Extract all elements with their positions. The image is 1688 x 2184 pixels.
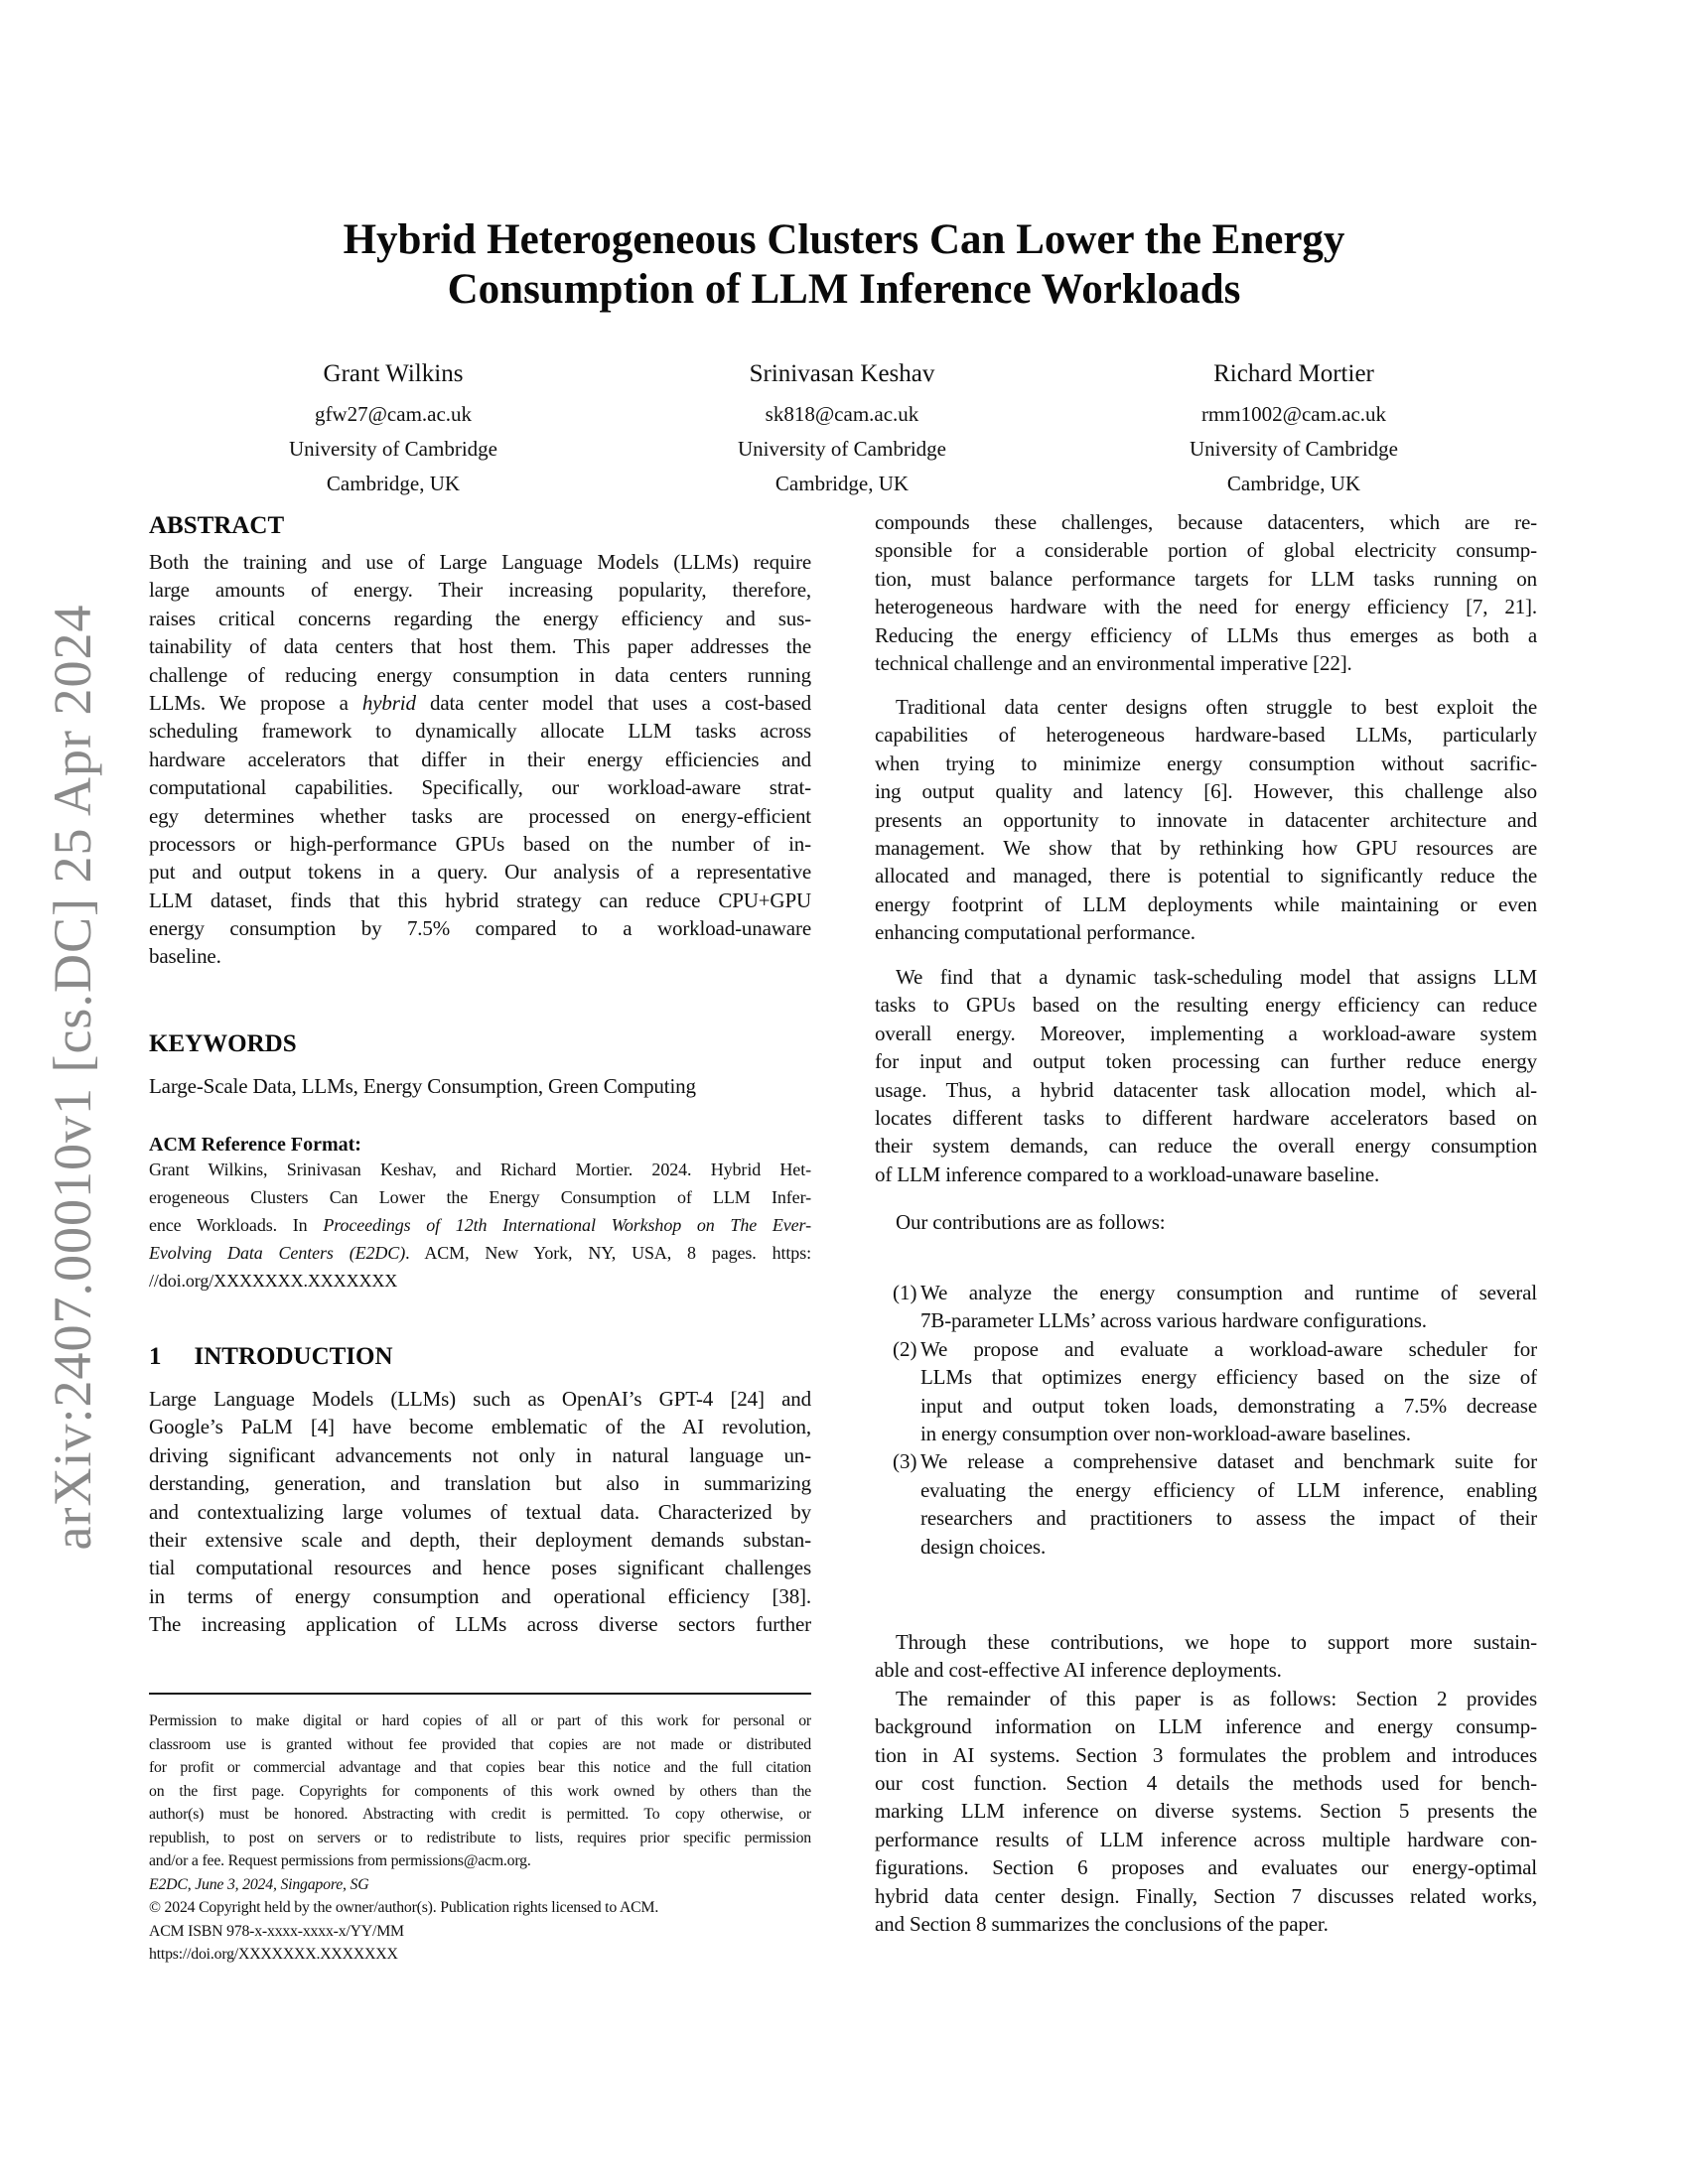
text-segment: LLM dataset, finds that this hybrid strategy can reduce CPU+GPU	[149, 887, 811, 912]
text-segment: We propose and evaluate a workload-aware scheduler for	[920, 1336, 1537, 1361]
text-segment: marking LLM inference on diverse systems. Section 5 presents the	[875, 1799, 1537, 1824]
text-line	[920, 1420, 1537, 1447]
text-segment: https://doi.org/XXXXXXX.XXXXXXX	[149, 1946, 398, 1963]
text-segment: tion in AI systems. Section 3 formulates the problem and introduces	[875, 1742, 1537, 1767]
text-line	[875, 777, 1537, 805]
text-segment: input and output token loads, demonstrating a 7.5% decrease	[920, 1393, 1537, 1418]
text-line	[875, 721, 1537, 749]
text-segment: of LLM inference compared to a workload-unaware baseline.	[875, 1161, 1380, 1186]
text-line	[149, 632, 811, 660]
text-line	[875, 991, 1537, 1019]
list-item-number: (1)	[893, 1281, 917, 1304]
text-segment: researchers and practitioners to assess the impact of their	[920, 1506, 1537, 1531]
acm-reference-paragraph	[149, 1156, 811, 1295]
text-segment: scheduling framework to dynamically allocate LLM tasks across	[149, 719, 811, 744]
text-segment: ACM ISBN 978-x-xxxx-xxxx-x/YY/MM	[149, 1922, 404, 1940]
text-segment: sponsible for a considerable portion of global electricity consump-	[875, 538, 1537, 563]
text-segment: //doi.org/XXXXXXX.XXXXXXX	[149, 1271, 398, 1291]
contributions-lead-line	[875, 1208, 1537, 1236]
contribution-item	[875, 1335, 1537, 1448]
text-segment: 7B-parameter LLMs’ across various hardware configurations.	[920, 1308, 1427, 1333]
text-segment: © 2024 Copyright held by the owner/author(s). Publication rights licensed to ACM.	[149, 1899, 659, 1916]
text-line	[875, 1020, 1537, 1047]
arxiv-watermark: arXiv:2407.00010v1 [cs.DC] 25 Apr 2024	[43, 604, 102, 1551]
keywords-section-heading: KEYWORDS	[149, 1030, 297, 1057]
text-segment: ing output quality and latency [6]. However, this challenge also	[875, 779, 1537, 804]
text-line	[920, 1533, 1537, 1561]
author-affiliation: University of Cambridge	[1190, 437, 1398, 461]
text-line	[149, 1827, 811, 1850]
text-line	[149, 661, 811, 689]
text-segment: technical challenge and an environmental imperative [22].	[875, 650, 1352, 675]
text-segment: computational capabilities. Specifically, our workload-aware strat-	[149, 775, 811, 800]
text-segment: ence Workloads. In	[149, 1215, 324, 1235]
text-line	[875, 1769, 1537, 1797]
author-block-2	[643, 359, 1041, 501]
text-line	[920, 1363, 1537, 1391]
intro-continuation-paragraph	[875, 508, 1537, 677]
text-segment: We release a comprehensive dataset and benchmark suite for	[920, 1449, 1537, 1474]
text-line	[149, 858, 811, 886]
italic-text: Proceedings of 12th International Workshop on The Ever-	[323, 1215, 811, 1235]
text-segment: heterogeneous hardware with the need for energy efficiency [7, 21].	[875, 595, 1537, 619]
footnote-divider	[149, 1693, 811, 1695]
text-segment: baseline.	[149, 944, 221, 969]
text-line	[920, 1476, 1537, 1504]
text-segment: evaluating the energy efficiency of LLM inference, enabling	[920, 1477, 1537, 1502]
closing-paragraphs	[875, 1628, 1537, 1938]
text-line	[149, 1756, 811, 1780]
text-line	[149, 689, 811, 717]
text-segment: Grant Wilkins, Srinivasan Keshav, and Richard Mortier. 2024. Hybrid Het-	[149, 1160, 811, 1179]
text-segment: derstanding, generation, and translation but also in summarizing	[149, 1471, 811, 1496]
text-segment: republish, to post on servers or to redistribute to lists, requires prior specific permission	[149, 1829, 811, 1846]
text-line	[875, 1628, 1537, 1656]
text-line	[149, 746, 811, 773]
text-segment: challenge of reducing energy consumption in data centers running	[149, 662, 811, 687]
text-line	[875, 806, 1537, 834]
text-segment: tial computational resources and hence poses significant challenges	[149, 1556, 811, 1580]
footnote-block	[149, 1709, 811, 1967]
text-line	[149, 1780, 811, 1804]
list-item-number: (3)	[893, 1449, 917, 1474]
text-line	[875, 890, 1537, 918]
text-segment: data center model that uses a cost-based	[415, 690, 811, 715]
text-segment: for profit or commercial advantage and that copies bear this notice and the full citation	[149, 1759, 811, 1776]
text-line	[149, 1849, 811, 1873]
intro-paragraph	[149, 1385, 811, 1639]
text-line	[149, 1239, 811, 1267]
text-segment: Large Language Models (LLMs) such as OpenAI’s GPT-4 [24] and	[149, 1387, 811, 1411]
text-segment: put and output tokens in a query. Our analysis of a representative	[149, 860, 811, 885]
abstract-section-heading: ABSTRACT	[149, 512, 285, 539]
author-block-1	[195, 359, 592, 501]
text-line	[875, 862, 1537, 889]
text-line	[149, 576, 811, 604]
text-line	[149, 1469, 811, 1497]
text-line	[149, 1413, 811, 1440]
text-line	[920, 1504, 1537, 1532]
author-name: Richard Mortier	[1213, 360, 1374, 387]
text-segment: Permission to make digital or hard copies of all or part of this work for personal or	[149, 1712, 811, 1729]
paper-title-line2: Consumption of LLM Inference Workloads	[447, 266, 1241, 313]
text-line	[875, 1656, 1537, 1684]
text-line	[875, 1104, 1537, 1132]
text-segment: Through these contributions, we hope to support more sustain-	[896, 1630, 1537, 1654]
text-line	[875, 1076, 1537, 1104]
keywords-line: Large-Scale Data, LLMs, Energy Consumption, Green Computing	[149, 1074, 696, 1098]
author-city: Cambridge, UK	[774, 472, 910, 495]
text-line	[875, 693, 1537, 721]
text-segment: E2DC, June 3, 2024, Singapore, SG	[149, 1875, 369, 1893]
text-line	[875, 649, 1537, 677]
text-line	[875, 1882, 1537, 1910]
text-segment: driving significant advancements not only in natural language un-	[149, 1442, 811, 1467]
text-line	[149, 605, 811, 632]
text-line	[875, 1132, 1537, 1160]
text-segment: usage. Thus, a hybrid datacenter task allocation model, which al-	[875, 1077, 1537, 1102]
author-city: Cambridge, UK	[326, 472, 461, 495]
text-segment: management. We show that by rethinking how GPU resources are	[875, 835, 1537, 860]
scheduling-model-paragraph	[875, 963, 1537, 1188]
author-affiliation: University of Cambridge	[289, 437, 497, 461]
text-line	[875, 1797, 1537, 1825]
text-segment: . ACM, New York, NY, USA, 8 pages. https:	[405, 1243, 811, 1263]
keywords-paragraph	[149, 1072, 811, 1100]
text-line	[875, 1685, 1537, 1712]
text-line	[875, 1208, 1537, 1236]
text-line	[920, 1447, 1537, 1475]
text-line	[149, 1441, 811, 1469]
text-segment: erogeneous Clusters Can Lower the Energy Consumption of LLM Infer-	[149, 1187, 811, 1207]
text-line	[149, 1554, 811, 1581]
text-segment: tainability of data centers that host them. This paper addresses the	[149, 634, 811, 659]
text-line	[149, 1582, 811, 1610]
text-line	[875, 1047, 1537, 1075]
text-segment: tasks to GPUs based on the resulting energy efficiency can reduce	[875, 993, 1537, 1018]
text-line	[149, 1526, 811, 1554]
text-segment: their extensive scale and depth, their deployment demands substan-	[149, 1527, 811, 1552]
text-segment: energy consumption by 7.5% compared to a workload-unaware	[149, 916, 811, 941]
text-segment: and contextualizing large volumes of textual data. Characterized by	[149, 1499, 811, 1524]
text-segment: tion, must balance performance targets for LLM tasks running on	[875, 566, 1537, 591]
text-segment: figurations. Section 6 proposes and evaluates our energy-optimal	[875, 1855, 1537, 1880]
text-line	[875, 1910, 1537, 1938]
acm-reference-heading: ACM Reference Format:	[149, 1134, 361, 1156]
italic-text: hybrid	[361, 690, 416, 715]
datacenter-design-paragraph	[875, 693, 1537, 947]
text-line	[149, 1498, 811, 1526]
author-name: Grant Wilkins	[323, 360, 464, 387]
text-segment: in energy consumption over non-workload-aware baselines.	[920, 1421, 1411, 1445]
text-line	[875, 918, 1537, 946]
text-segment: presents an opportunity to innovate in datacenter architecture and	[875, 807, 1537, 832]
text-line	[875, 1741, 1537, 1769]
author-city: Cambridge, UK	[1226, 472, 1361, 495]
text-segment: LLMs that optimizes energy efficiency based on the size of	[920, 1365, 1537, 1390]
author-email: sk818@cam.ac.uk	[765, 402, 919, 426]
text-segment: energy footprint of LLM deployments while maintaining or even	[875, 891, 1537, 916]
text-line	[149, 1183, 811, 1211]
text-segment: allocated and managed, there is potential to significantly reduce the	[875, 864, 1537, 888]
text-line	[920, 1306, 1537, 1334]
text-line	[875, 750, 1537, 777]
text-line	[149, 717, 811, 745]
contribution-item	[875, 1447, 1537, 1561]
text-line	[875, 621, 1537, 649]
text-line	[875, 834, 1537, 862]
text-line	[875, 1712, 1537, 1740]
text-line	[875, 1826, 1537, 1853]
section-number: 1	[149, 1343, 162, 1370]
text-segment: The remainder of this paper is as follows: Section 2 provides	[896, 1686, 1537, 1710]
text-line	[875, 508, 1537, 536]
section-title: INTRODUCTION	[194, 1343, 393, 1370]
text-segment: author(s) must be honored. Abstracting with credit is permitted. To copy otherwise, or	[149, 1806, 811, 1823]
text-segment: their system demands, can reduce the overall energy consumption	[875, 1134, 1537, 1159]
text-line	[920, 1279, 1537, 1306]
text-segment: locates different tasks to different hardware accelerators based on	[875, 1105, 1537, 1130]
text-segment: capabilities of heterogeneous hardware-based LLMs, particularly	[875, 723, 1537, 748]
text-line	[920, 1392, 1537, 1420]
text-line	[875, 963, 1537, 991]
text-line	[149, 1803, 811, 1827]
paper-title-line1: Hybrid Heterogeneous Clusters Can Lower the Energy	[343, 216, 1345, 263]
text-line	[149, 1873, 811, 1897]
list-item-number: (2)	[893, 1336, 917, 1361]
text-segment: design choices.	[920, 1534, 1047, 1559]
text-line	[149, 1156, 811, 1183]
text-segment: in terms of energy consumption and operational efficiency [38].	[149, 1583, 811, 1608]
text-line	[875, 593, 1537, 620]
text-line	[875, 536, 1537, 564]
text-line	[149, 548, 811, 576]
text-line	[149, 914, 811, 942]
text-segment: and Section 8 summarizes the conclusions of the paper.	[875, 1911, 1329, 1936]
text-segment: Our contributions are as follows:	[896, 1210, 1166, 1234]
text-segment: classroom use is granted without fee provided that copies are not made or distributed	[149, 1735, 811, 1753]
text-line	[149, 1211, 811, 1239]
text-line	[149, 1385, 811, 1413]
text-segment: on the first page. Copyrights for components of this work owned by others than the	[149, 1782, 811, 1800]
text-segment: enhancing computational performance.	[875, 920, 1196, 945]
text-segment: background information on LLM inference and energy consump-	[875, 1714, 1537, 1739]
abstract-paragraph	[149, 548, 811, 971]
text-segment: raises critical concerns regarding the energy efficiency and sus-	[149, 606, 811, 630]
contributions-list	[875, 1279, 1537, 1561]
author-block-3	[1095, 359, 1492, 501]
text-line	[149, 1267, 811, 1295]
text-line	[149, 1709, 811, 1733]
text-segment: Both the training and use of Large Language Models (LLMs) require	[149, 550, 811, 574]
text-segment: large amounts of energy. Their increasing popularity, therefore,	[149, 578, 811, 603]
text-segment: We find that a dynamic task-scheduling model that assigns LLM	[896, 965, 1537, 989]
text-line	[149, 1943, 811, 1967]
text-segment: performance results of LLM inference across multiple hardware con-	[875, 1827, 1537, 1851]
text-segment: when trying to minimize energy consumption without sacrific-	[875, 751, 1537, 775]
text-line	[149, 773, 811, 801]
text-line	[149, 942, 811, 970]
text-line	[875, 565, 1537, 593]
text-line	[149, 830, 811, 858]
text-segment: able and cost-effective AI inference deployments.	[875, 1658, 1282, 1683]
text-segment: Google’s PaLM [4] have become emblematic of the AI revolution,	[149, 1415, 811, 1439]
text-segment: for input and output token processing can further reduce energy	[875, 1049, 1537, 1074]
author-email: rmm1002@cam.ac.uk	[1200, 402, 1387, 426]
text-segment: Reducing the energy efficiency of LLMs thus emerges as both a	[875, 622, 1537, 647]
text-segment: and/or a fee. Request permissions from permissions@acm.org.	[149, 1852, 531, 1869]
text-segment: LLMs. We propose a	[149, 690, 362, 715]
section-1-heading	[149, 1343, 393, 1371]
text-line	[149, 887, 811, 914]
text-line	[875, 1160, 1537, 1188]
paper-title	[0, 215, 1688, 315]
author-name: Srinivasan Keshav	[749, 360, 935, 387]
text-segment: The increasing application of LLMs across diverse sectors further	[149, 1612, 811, 1637]
text-line	[149, 802, 811, 830]
text-segment: egy determines whether tasks are processed on energy-efficient	[149, 803, 811, 828]
text-segment: hybrid data center design. Finally, Section 7 discusses related works,	[875, 1883, 1537, 1908]
text-line	[920, 1335, 1537, 1363]
text-line	[149, 1896, 811, 1920]
text-segment: Traditional data center designs often struggle to best exploit the	[896, 695, 1537, 719]
text-line	[149, 1733, 811, 1757]
text-line	[149, 1610, 811, 1638]
text-segment: compounds these challenges, because datacenters, which are re-	[875, 510, 1537, 534]
text-segment: overall energy. Moreover, implementing a workload-aware system	[875, 1021, 1537, 1045]
text-line	[875, 1853, 1537, 1881]
text-line	[149, 1920, 811, 1944]
italic-text: Evolving Data Centers (E2DC)	[149, 1243, 406, 1263]
text-segment: our cost function. Section 4 details the methods used for bench-	[875, 1770, 1537, 1795]
text-segment: processors or high-performance GPUs based on the number of in-	[149, 831, 811, 856]
author-email: gfw27@cam.ac.uk	[314, 402, 473, 426]
contribution-item	[875, 1279, 1537, 1335]
author-affiliation: University of Cambridge	[738, 437, 946, 461]
text-segment: We analyze the energy consumption and runtime of several	[920, 1281, 1537, 1304]
text-segment: hardware accelerators that differ in their energy efficiencies and	[149, 747, 811, 771]
